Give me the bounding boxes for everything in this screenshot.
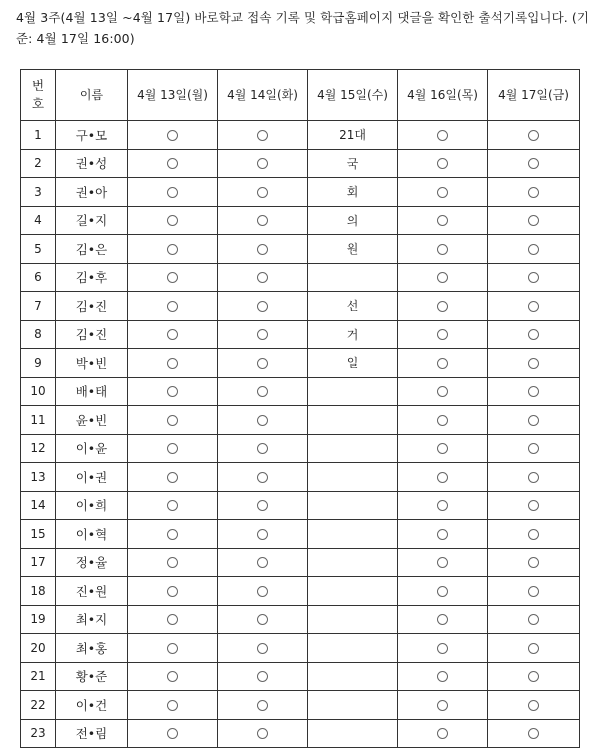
attendance-circle-icon (257, 244, 268, 255)
attendance-cell-0417 (488, 263, 580, 292)
note-cell-0415 (308, 406, 398, 435)
attendance-circle-icon (167, 244, 178, 255)
table-row (21, 178, 580, 207)
attendance-circle-icon (167, 272, 178, 283)
header-number (21, 70, 56, 121)
attendance-circle-icon (528, 187, 539, 198)
attendance-cell-0417 (488, 463, 580, 492)
attendance-cell-0416 (398, 434, 488, 463)
attendance-cell-0414 (218, 691, 308, 720)
attendance-cell-0416 (398, 377, 488, 406)
attendance-cell-0413 (128, 577, 218, 606)
header-number-label: 번 호 (31, 78, 45, 111)
attendance-circle-icon (167, 529, 178, 540)
attendance-cell-0416 (398, 491, 488, 520)
attendance-cell-0414 (218, 548, 308, 577)
attendance-cell-0416 (398, 320, 488, 349)
row-number: 5 (21, 235, 56, 264)
attendance-cell-0417 (488, 491, 580, 520)
attendance-cell-0414 (218, 292, 308, 321)
attendance-cell-0414 (218, 149, 308, 178)
attendance-circle-icon (528, 301, 539, 312)
note-cell-0415 (308, 520, 398, 549)
attendance-cell-0417 (488, 349, 580, 378)
attendance-cell-0414 (218, 263, 308, 292)
student-name: 정•율 (56, 548, 128, 577)
row-number: 14 (21, 491, 56, 520)
attendance-cell-0417 (488, 662, 580, 691)
table-row (21, 691, 580, 720)
student-name: 진•원 (56, 577, 128, 606)
attendance-circle-icon (257, 415, 268, 426)
attendance-cell-0416 (398, 206, 488, 235)
note-cell-0415 (308, 577, 398, 606)
attendance-circle-icon (257, 700, 268, 711)
student-name: 김•은 (56, 235, 128, 264)
attendance-circle-icon (167, 500, 178, 511)
note-cell-0415 (308, 691, 398, 720)
table-row (21, 548, 580, 577)
note-cell-0415 (308, 491, 398, 520)
student-name: 전•림 (56, 719, 128, 748)
attendance-cell-0414 (218, 491, 308, 520)
attendance-cell-0414 (218, 320, 308, 349)
attendance-circle-icon (437, 187, 448, 198)
attendance-circle-icon (437, 614, 448, 625)
attendance-cell-0413 (128, 520, 218, 549)
attendance-circle-icon (257, 557, 268, 568)
attendance-circle-icon (167, 472, 178, 483)
attendance-cell-0417 (488, 605, 580, 634)
row-number: 23 (21, 719, 56, 748)
attendance-circle-icon (437, 557, 448, 568)
attendance-circle-icon (167, 728, 178, 739)
attendance-cell-0414 (218, 178, 308, 207)
attendance-circle-icon (437, 728, 448, 739)
attendance-circle-icon (167, 329, 178, 340)
row-number: 13 (21, 463, 56, 492)
attendance-circle-icon (528, 671, 539, 682)
note-cell-0415 (308, 605, 398, 634)
attendance-cell-0417 (488, 719, 580, 748)
table-row (21, 520, 580, 549)
student-name: 이•윤 (56, 434, 128, 463)
attendance-circle-icon (528, 529, 539, 540)
table-row (21, 206, 580, 235)
attendance-circle-icon (167, 643, 178, 654)
attendance-cell-0416 (398, 263, 488, 292)
attendance-circle-icon (437, 415, 448, 426)
attendance-circle-icon (257, 586, 268, 597)
attendance-circle-icon (257, 643, 268, 654)
attendance-circle-icon (437, 472, 448, 483)
table-row (21, 634, 580, 663)
attendance-circle-icon (167, 386, 178, 397)
attendance-circle-icon (437, 358, 448, 369)
attendance-circle-icon (528, 586, 539, 597)
attendance-circle-icon (528, 557, 539, 568)
note-cell-0415: 선 (308, 292, 398, 321)
attendance-cell-0413 (128, 691, 218, 720)
row-number: 12 (21, 434, 56, 463)
attendance-cell-0417 (488, 691, 580, 720)
row-number: 21 (21, 662, 56, 691)
attendance-circle-icon (257, 187, 268, 198)
attendance-circle-icon (167, 557, 178, 568)
attendance-cell-0414 (218, 349, 308, 378)
attendance-cell-0413 (128, 292, 218, 321)
attendance-cell-0417 (488, 434, 580, 463)
row-number: 22 (21, 691, 56, 720)
student-name: 윤•빈 (56, 406, 128, 435)
student-name: 이•건 (56, 691, 128, 720)
row-number: 3 (21, 178, 56, 207)
attendance-circle-icon (257, 130, 268, 141)
attendance-cell-0414 (218, 520, 308, 549)
attendance-cell-0416 (398, 292, 488, 321)
attendance-circle-icon (437, 586, 448, 597)
table-row (21, 491, 580, 520)
attendance-circle-icon (257, 500, 268, 511)
attendance-circle-icon (167, 358, 178, 369)
attendance-cell-0417 (488, 577, 580, 606)
note-cell-0415 (308, 463, 398, 492)
table-row (21, 235, 580, 264)
attendance-circle-icon (437, 500, 448, 511)
row-number: 11 (21, 406, 56, 435)
attendance-circle-icon (257, 671, 268, 682)
student-name: 이•희 (56, 491, 128, 520)
note-cell-0415 (308, 634, 398, 663)
attendance-circle-icon (257, 443, 268, 454)
row-number: 1 (21, 121, 56, 150)
note-cell-0415 (308, 263, 398, 292)
note-cell-0415: 의 (308, 206, 398, 235)
attendance-circle-icon (437, 301, 448, 312)
attendance-circle-icon (528, 443, 539, 454)
note-cell-0415: 21대 (308, 121, 398, 150)
student-name: 길•지 (56, 206, 128, 235)
table-row (21, 121, 580, 150)
attendance-cell-0416 (398, 235, 488, 264)
attendance-cell-0414 (218, 434, 308, 463)
attendance-circle-icon (437, 130, 448, 141)
attendance-cell-0413 (128, 491, 218, 520)
attendance-cell-0417 (488, 206, 580, 235)
attendance-circle-icon (257, 158, 268, 169)
attendance-cell-0414 (218, 662, 308, 691)
student-name: 박•빈 (56, 349, 128, 378)
attendance-cell-0416 (398, 548, 488, 577)
attendance-circle-icon (528, 329, 539, 340)
note-cell-0415: 거 (308, 320, 398, 349)
attendance-circle-icon (167, 130, 178, 141)
attendance-circle-icon (257, 529, 268, 540)
attendance-cell-0417 (488, 149, 580, 178)
attendance-cell-0417 (488, 121, 580, 150)
attendance-table (20, 69, 580, 748)
attendance-cell-0413 (128, 719, 218, 748)
student-name: 권•성 (56, 149, 128, 178)
student-name: 이•권 (56, 463, 128, 492)
note-cell-0415 (308, 377, 398, 406)
attendance-circle-icon (528, 614, 539, 625)
attendance-cell-0417 (488, 520, 580, 549)
row-number: 15 (21, 520, 56, 549)
student-name: 최•지 (56, 605, 128, 634)
attendance-cell-0413 (128, 605, 218, 634)
attendance-cell-0414 (218, 719, 308, 748)
attendance-cell-0413 (128, 320, 218, 349)
attendance-cell-0417 (488, 320, 580, 349)
attendance-circle-icon (528, 728, 539, 739)
attendance-circle-icon (257, 329, 268, 340)
attendance-circle-icon (167, 158, 178, 169)
table-row (21, 463, 580, 492)
header-day-0414: 4월 14일(화) (218, 70, 308, 121)
attendance-cell-0413 (128, 206, 218, 235)
row-number: 7 (21, 292, 56, 321)
row-number: 8 (21, 320, 56, 349)
table-row (21, 434, 580, 463)
attendance-cell-0417 (488, 634, 580, 663)
attendance-circle-icon (528, 358, 539, 369)
attendance-circle-icon (167, 415, 178, 426)
attendance-cell-0416 (398, 349, 488, 378)
attendance-circle-icon (167, 614, 178, 625)
attendance-cell-0414 (218, 577, 308, 606)
table-row (21, 577, 580, 606)
attendance-circle-icon (528, 244, 539, 255)
attendance-cell-0414 (218, 463, 308, 492)
attendance-circle-icon (257, 358, 268, 369)
header-row (21, 70, 580, 121)
student-name: 김•진 (56, 320, 128, 349)
attendance-cell-0416 (398, 605, 488, 634)
attendance-circle-icon (437, 244, 448, 255)
note-cell-0415 (308, 662, 398, 691)
attendance-circle-icon (257, 728, 268, 739)
attendance-cell-0414 (218, 121, 308, 150)
attendance-cell-0417 (488, 292, 580, 321)
attendance-circle-icon (528, 272, 539, 283)
attendance-cell-0413 (128, 178, 218, 207)
attendance-circle-icon (167, 443, 178, 454)
row-number: 2 (21, 149, 56, 178)
attendance-cell-0416 (398, 178, 488, 207)
attendance-cell-0413 (128, 406, 218, 435)
attendance-circle-icon (528, 643, 539, 654)
attendance-circle-icon (437, 158, 448, 169)
header-day-0417: 4월 17일(금) (488, 70, 580, 121)
attendance-circle-icon (437, 329, 448, 340)
attendance-cell-0416 (398, 463, 488, 492)
attendance-circle-icon (528, 386, 539, 397)
attendance-cell-0414 (218, 206, 308, 235)
attendance-circle-icon (257, 472, 268, 483)
attendance-cell-0416 (398, 662, 488, 691)
table-row (21, 320, 580, 349)
header-day-0415: 4월 15일(수) (308, 70, 398, 121)
attendance-cell-0413 (128, 149, 218, 178)
student-name: 황•준 (56, 662, 128, 691)
table-row (21, 662, 580, 691)
attendance-cell-0413 (128, 121, 218, 150)
attendance-circle-icon (437, 215, 448, 226)
attendance-cell-0417 (488, 406, 580, 435)
table-row (21, 406, 580, 435)
row-number: 9 (21, 349, 56, 378)
note-cell-0415: 원 (308, 235, 398, 264)
attendance-circle-icon (167, 301, 178, 312)
attendance-cell-0413 (128, 263, 218, 292)
note-cell-0415 (308, 719, 398, 748)
attendance-circle-icon (528, 500, 539, 511)
header-day-0416: 4월 16일(목) (398, 70, 488, 121)
attendance-circle-icon (437, 643, 448, 654)
attendance-circle-icon (528, 158, 539, 169)
table-row (21, 605, 580, 634)
table-row (21, 349, 580, 378)
attendance-circle-icon (528, 700, 539, 711)
attendance-cell-0416 (398, 520, 488, 549)
attendance-circle-icon (437, 386, 448, 397)
row-number: 20 (21, 634, 56, 663)
student-name: 최•홍 (56, 634, 128, 663)
note-cell-0415: 회 (308, 178, 398, 207)
attendance-cell-0416 (398, 719, 488, 748)
attendance-cell-0416 (398, 691, 488, 720)
attendance-cell-0416 (398, 406, 488, 435)
attendance-circle-icon (167, 187, 178, 198)
attendance-circle-icon (528, 130, 539, 141)
attendance-circle-icon (257, 301, 268, 312)
attendance-circle-icon (167, 671, 178, 682)
attendance-circle-icon (437, 272, 448, 283)
attendance-cell-0413 (128, 235, 218, 264)
student-name: 구•모 (56, 121, 128, 150)
row-number: 10 (21, 377, 56, 406)
attendance-cell-0416 (398, 121, 488, 150)
note-cell-0415 (308, 548, 398, 577)
table-row (21, 263, 580, 292)
attendance-circle-icon (528, 472, 539, 483)
row-number: 17 (21, 548, 56, 577)
attendance-cell-0417 (488, 178, 580, 207)
attendance-circle-icon (167, 586, 178, 597)
student-name: 이•혁 (56, 520, 128, 549)
student-name: 김•후 (56, 263, 128, 292)
attendance-circle-icon (167, 700, 178, 711)
attendance-circle-icon (257, 215, 268, 226)
attendance-circle-icon (437, 529, 448, 540)
attendance-circle-icon (437, 443, 448, 454)
table-row (21, 149, 580, 178)
attendance-circle-icon (167, 215, 178, 226)
attendance-cell-0413 (128, 434, 218, 463)
attendance-cell-0416 (398, 149, 488, 178)
row-number: 18 (21, 577, 56, 606)
note-cell-0415 (308, 434, 398, 463)
table-row (21, 719, 580, 748)
header-day-0413: 4월 13일(월) (128, 70, 218, 121)
attendance-cell-0417 (488, 235, 580, 264)
attendance-circle-icon (437, 671, 448, 682)
note-cell-0415: 국 (308, 149, 398, 178)
table-row (21, 377, 580, 406)
attendance-cell-0417 (488, 377, 580, 406)
table-header (21, 70, 580, 121)
attendance-cell-0414 (218, 605, 308, 634)
attendance-cell-0417 (488, 548, 580, 577)
attendance-cell-0414 (218, 235, 308, 264)
attendance-circle-icon (257, 386, 268, 397)
attendance-circle-icon (257, 272, 268, 283)
student-name: 배•태 (56, 377, 128, 406)
attendance-cell-0413 (128, 377, 218, 406)
attendance-cell-0413 (128, 463, 218, 492)
attendance-cell-0416 (398, 634, 488, 663)
table-body (21, 121, 580, 748)
attendance-cell-0413 (128, 548, 218, 577)
attendance-cell-0416 (398, 577, 488, 606)
table-row (21, 292, 580, 321)
attendance-circle-icon (528, 215, 539, 226)
attendance-cell-0413 (128, 349, 218, 378)
row-number: 6 (21, 263, 56, 292)
attendance-cell-0414 (218, 634, 308, 663)
student-name: 김•진 (56, 292, 128, 321)
attendance-circle-icon (257, 614, 268, 625)
attendance-cell-0413 (128, 662, 218, 691)
attendance-cell-0414 (218, 377, 308, 406)
row-number: 19 (21, 605, 56, 634)
intro-text: 4월 3주(4월 13일 ~4월 17일) 바로학교 접속 기록 및 학급홈페이지 댓글을 확인한 출석기록입니다. (기준: 4월 17일 16:00) (16, 10, 590, 46)
attendance-circle-icon (437, 700, 448, 711)
header-name: 이름 (56, 70, 128, 121)
student-name: 권•아 (56, 178, 128, 207)
attendance-circle-icon (528, 415, 539, 426)
note-cell-0415: 일 (308, 349, 398, 378)
row-number: 4 (21, 206, 56, 235)
attendance-cell-0413 (128, 634, 218, 663)
attendance-cell-0414 (218, 406, 308, 435)
